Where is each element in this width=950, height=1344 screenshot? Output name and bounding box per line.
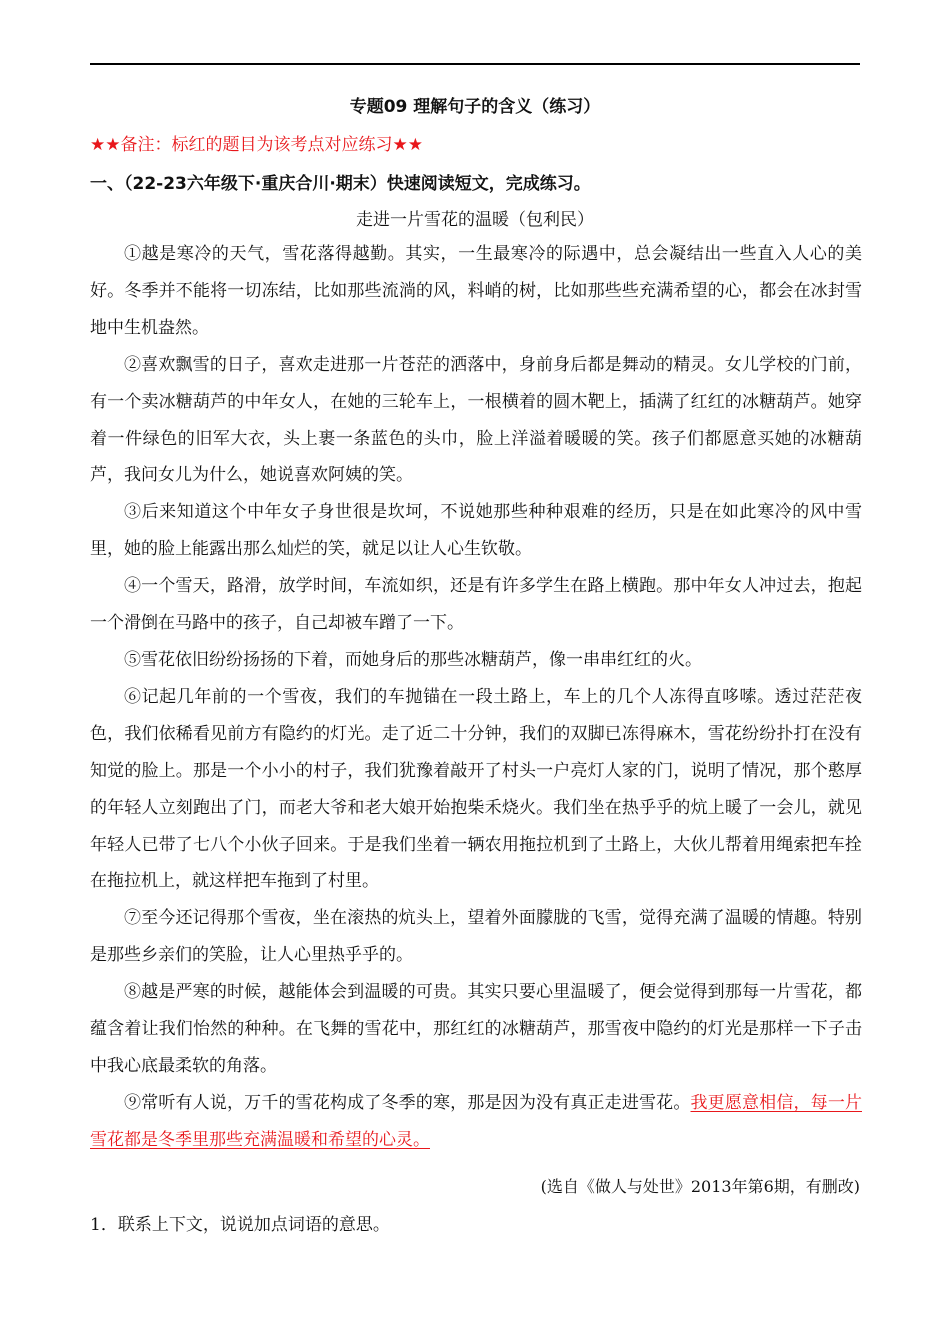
paragraph-7: ⑦至今还记得那个雪夜，坐在滚热的炕头上，望着外面朦胧的飞雪，觉得充满了温暖的情趣。特别是那些乡亲们的笑脸，让人心里热乎乎的。 [90,908,862,966]
page-title: 专题09 理解句子的含义（练习） [349,97,601,117]
question-heading: 一、（22-23六年级下·重庆合川·期末）快速阅读短文，完成练习。 [90,174,591,194]
article-body [90,236,862,1159]
article-title: 走进一片雪花的温暖（包利民） [356,210,594,230]
paragraph-6: ⑥记起几年前的一个雪夜，我们的车抛锚在一段土路上，车上的几个人冻得直哆嗦。透过茫茫夜色，我们依稀看见前方有隐约的灯光。走了近二十分钟，我们的双脚已冻得麻木，雪花纷纷扑打在没有知觉的脸上。那是一个小小的村子，我们犹豫着敲开了村头一户亮灯人家的门，说明了情况，那个憨厚的年轻人立刻跑出了门，而老大爷和老大娘开始抱柴禾烧火。我们坐在热乎乎的炕上暖了一会儿，就见年轻人已带了七八个小伙子回来。于是我们坐着一辆农用拖拉机到了土路上，大伙儿帮着用绳索把车拴在拖拉机上，就这样把车拖到了村里。 [90,686,862,892]
question-1: 1．联系上下文，说说加点词语的意思。 [90,1215,390,1235]
top-rule [90,63,860,65]
paragraph-9 [90,1085,862,1159]
paragraph-4: ④一个雪天，路滑，放学时间，车流如织，还是有许多学生在路上横跑。那中年女人冲过去，抱起一个滑倒在马路中的孩子，自己却被车蹭了一下。 [90,576,862,634]
red-note: ★★备注：标红的题目为该考点对应练习★★ [90,135,423,155]
paragraph-3: ③后来知道这个中年女子身世很是坎坷，不说她那些种种艰难的经历，只是在如此寒冷的风中雪里，她的脸上能露出那么灿烂的笑，就足以让人心生钦敬。 [90,502,862,560]
paragraph-5: ⑤雪花依旧纷纷扬扬的下着，而她身后的那些冰糖葫芦，像一串串红红的火。 [124,649,702,670]
highlighted-sentence: 我更愿意相信，每一片雪花都是冬季里那些充满温暖和希望的心灵。 [90,1092,862,1150]
paragraph-2: ②喜欢飘雪的日子，喜欢走进那一片苍茫的洒落中，身前身后都是舞动的精灵。女儿学校的门前，有一个卖冰糖葫芦的中年女人，在她的三轮车上，一根横着的圆木靶上，插满了红红的冰糖葫芦。她穿着一件绿色的旧军大衣，头上裹一条蓝色的头巾，脸上洋溢着暖暖的笑。孩子们都愿意买她的冰糖葫芦，我问女儿为什么，她说喜欢阿姨的笑。 [90,354,862,486]
paragraph-8: ⑧越是严寒的时候，越能体会到温暖的可贵。其实只要心里温暖了，便会觉得到那每一片雪花，都蕴含着让我们怡然的种种。在飞舞的雪花中，那红红的冰糖葫芦，那雪夜中隐约的灯光是那样一下子击中我心底最柔软的角落。 [90,982,862,1076]
paragraph-1: ①越是寒冷的天气，雪花落得越勤。其实，一生最寒冷的际遇中，总会凝结出一些直入人心的美好。冬季并不能将一切冻结，比如那些流淌的风，料峭的树，比如那些些充满希望的心，都会在冰封雪地中生机盎然。 [90,244,862,338]
paragraph-9-plain: ⑨常听有人说，万千的雪花构成了冬季的寒，那是因为没有真正走进雪花。 [124,1092,691,1113]
article-source: (选自《做人与处世》2013年第6期，有删改) [540,1177,860,1196]
